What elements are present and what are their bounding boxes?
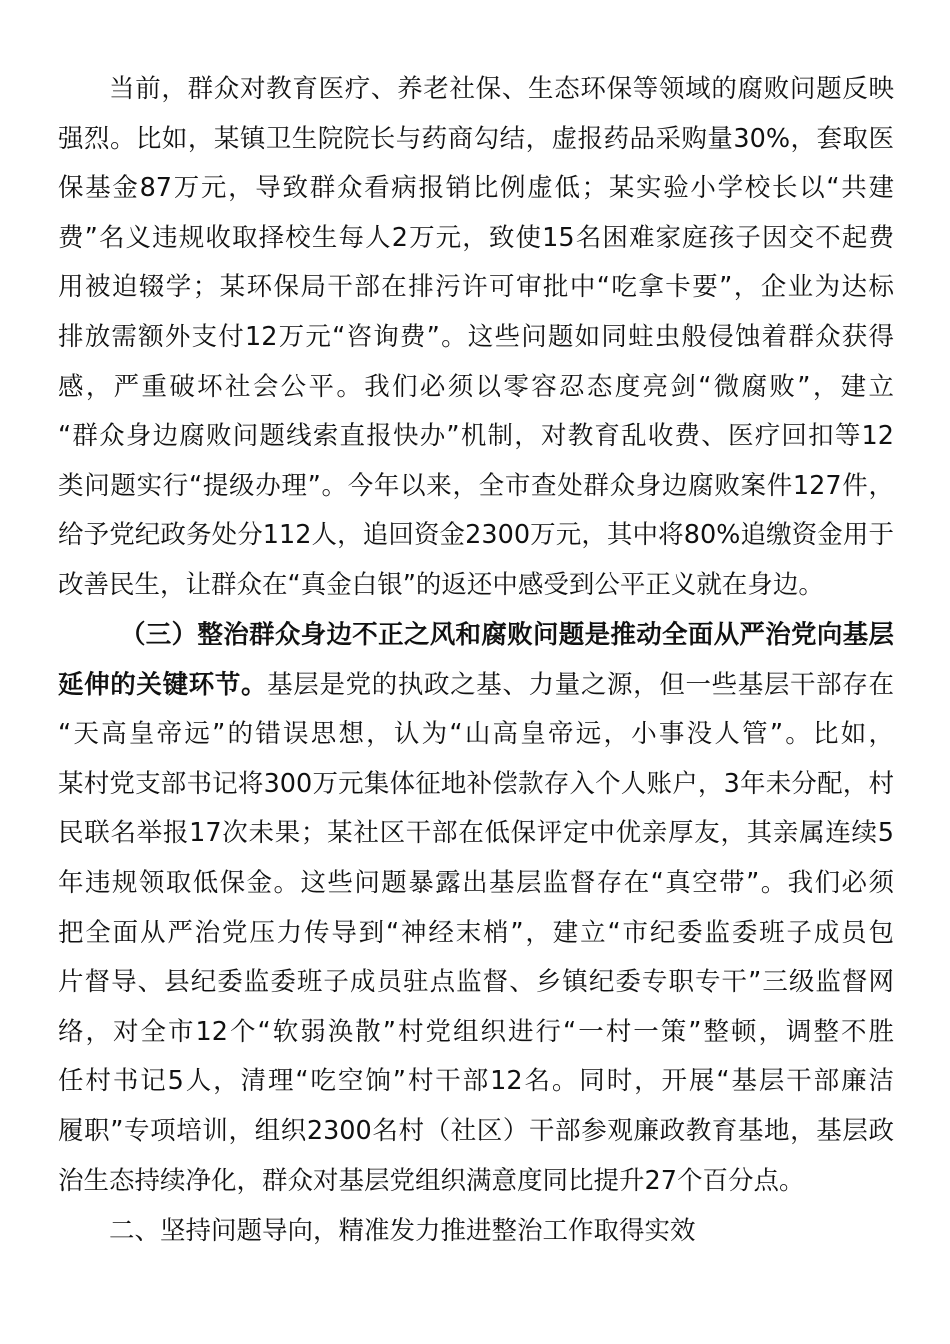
text-line: 保基金87万元，导致群众看病报销比例虚低；某实验小学校长以“共建 (58, 173, 894, 204)
text-line (58, 661, 894, 711)
text-line: 履职”专项培训，组织2300名村（社区）干部参观廉政教育基地，基层政 (58, 1115, 894, 1146)
text-line: 治生态持续净化，群众对基层党组织满意度同比提升27个百分点。 (58, 1165, 805, 1196)
text-line: 强烈。比如，某镇卫生院院长与药商勾结，虚报药品采购量30%，套取医 (58, 123, 894, 154)
text-line: 把全面从严治党压力传导到“神经末梢”，建立“市纪委监委班子成员包 (58, 917, 894, 948)
text-line: 年违规领取低保金。这些问题暴露出基层监督存在“真空带”。我们必须 (58, 867, 894, 898)
text-segment: 基层是党的执政之基、力量之源，但一些基层干部存在 (267, 669, 894, 700)
section-title (58, 1207, 894, 1257)
section-heading-continued: 延伸的关键环节。 (58, 669, 268, 700)
text-line: 用被迫辍学；某环保局干部在排污许可审批中“吃拿卡要”，企业为达标 (58, 272, 894, 303)
text-line: “天高皇帝远”的错误思想，认为“山高皇帝远，小事没人管”。比如， (58, 719, 894, 750)
text-line: 费”名义违规收取择校生每人2万元，致使15名困难家庭孩子因交不起费 (58, 222, 894, 253)
text-line: 排放需额外支付12万元“咨询费”。这些问题如同蛀虫般侵蚀着群众获得 (58, 321, 894, 352)
text-line: 片督导、县纪委监委班子成员驻点监督、乡镇纪委专职专干”三级监督网 (58, 967, 894, 998)
text-line: 当前，群众对教育医疗、养老社保、生态环保等领域的腐败问题反映 (109, 74, 894, 104)
text-line: 给予党纪政务处分112人，追回资金2300万元，其中将80%追缴资金用于 (58, 520, 894, 551)
text-line: 感，严重破坏社会公平。我们必须以零容忍态度亮剑“微腐败”，建立 (58, 371, 894, 402)
text-line: 任村书记5人，清理“吃空饷”村干部12名。同时，开展“基层干部廉洁 (58, 1066, 894, 1097)
paragraph-1 (58, 65, 894, 611)
text-line: 络，对全市12个“软弱涣散”村党组织进行“一村一策”整顿，调整不胜 (58, 1016, 894, 1047)
text-line: “群众身边腐败问题线索直报快办”机制，对教育乱收费、医疗回扣等12 (58, 421, 894, 452)
section-heading: （三）整治群众身边不正之风和腐败问题是推动全面从严治党向基层 (120, 620, 894, 650)
section-title-text: 二、坚持问题导向，精准发力推进整治工作取得实效 (109, 1216, 696, 1246)
text-line: 某村党支部书记将300万元集体征地补偿款存入个人账户，3年未分配，村 (58, 768, 894, 799)
paragraph-2 (58, 611, 894, 1206)
text-line: 改善民生，让群众在“真金白银”的返还中感受到公平正义就在身边。 (58, 569, 824, 600)
text-line: 类问题实行“提级办理”。今年以来，全市查处群众身边腐败案件127件， (58, 470, 894, 501)
text-line: 民联名举报17次未果；某社区干部在低保评定中优亲厚友，其亲属连续5 (58, 818, 894, 849)
